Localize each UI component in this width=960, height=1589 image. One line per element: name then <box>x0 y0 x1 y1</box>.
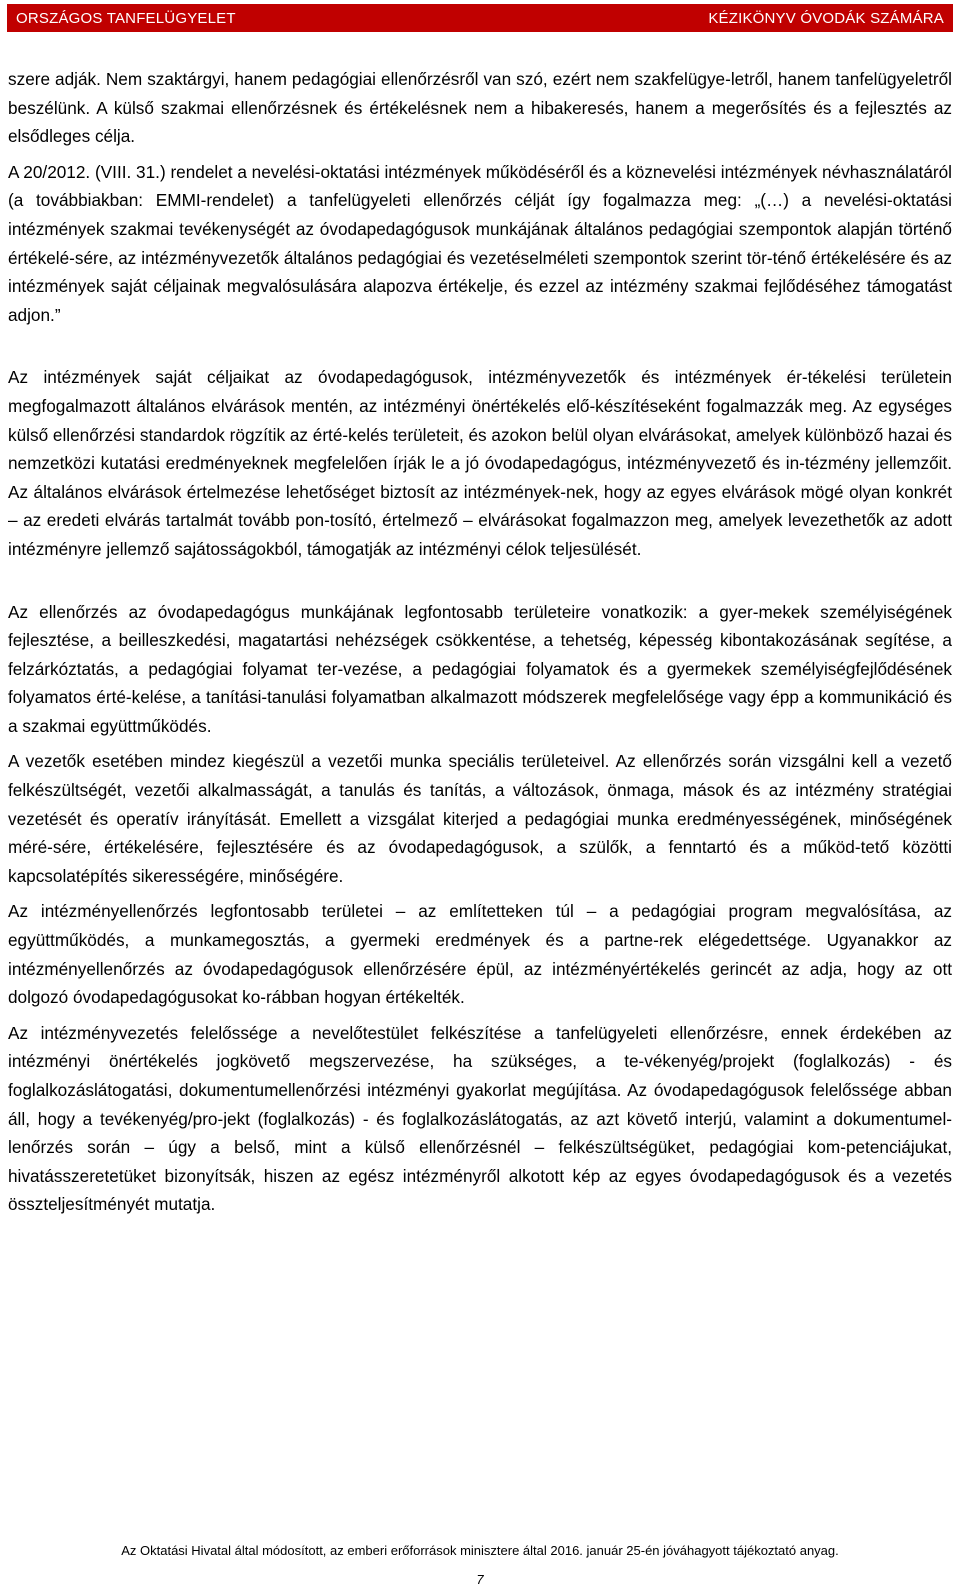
paragraph: Az intézmények saját céljaikat az óvodapedagógusok, intézményvezetők és intézmények ér-tékelési területein megfogalmazott általános elvárások mentén, az intézményi önértékelés elő-készítéseként fogalmazzák meg. Az egységes külső ellenőrzési standardok rögzítik az érté-kelés területeit, és azokon belül olyan elvárásokat, amelyek különböző hazai és nemzetközi kutatási eredményeknek megfelelően írják le a jó óvodapedagógus, intézményvezető és in-tézmény jellemzőit. Az általános elvárások értelmezése lehetőséget biztosít az intézmények-nek, hogy az egyes elvárások mögé olyan konkrét – az eredeti elvárás tartalmát tovább pon-tosító, értelmező – elvárásokat fogalmazzon meg, amelyek levezethetők az adott intézményre jellemző sajátosságokból, támogatják az intézményi célok teljesülését. <box>8 367 952 559</box>
paragraph: szere adják. Nem szaktárgyi, hanem pedagógiai ellenőrzésről van szó, ezért nem szakfelügye-letről, hanem tanfelügyeletről beszélünk. A külső szakmai ellenőrzésnek és értékelésnek nem a hibakeresés, hanem a megerősítés és a fejlesztés az elsődleges célja. <box>8 69 952 147</box>
page-number: 7 <box>476 1572 484 1587</box>
paragraph: A vezetők esetében mindez kiegészül a vezetői munka speciális területeivel. Az ellenőrzés során vizsgálni kell a vezető felkészültségét, vezetői alkalmasságát, a tanulás és tanítás, a változások, önmaga, mások és az intézmény stratégiai vezetését és operatív irányítását. Emellett a vizsgálat kiterjed a pedagógiai munka eredményességének, minőségének méré-sére, értékelésére, fejlesztésére és az óvodapedagógusok, a szülők, a fenntartó és a működ-tető közötti kapcsolatépítés sikerességére, minőségére. <box>8 751 952 886</box>
paragraph: Az ellenőrzés az óvodapedagógus munkájának legfontosabb területeire vonatkozik: a gyer-mekek személyiségének fejlesztése, a beilleszkedési, magatartási nehézségek csökkentése, a tehetség, képesség kibontakozásának segítése, a felzárkóztatás, a pedagógiai folyamat ter-vezése, a pedagógiai folyamatok és a gyermekek személyiségfejlődésének folyamatos érté-kelése, a tanítási-tanulási folyamatban alkalmazott módszerek megfelelősége vagy épp a kommunikáció és a szakmai együttműködés. <box>8 601 952 736</box>
paragraph: A 20/2012. (VIII. 31.) rendelet a nevelési-oktatási intézmények működéséről és a köznevelési intézmények névhasználatáról (a továbbiakban: EMMI-rendelet) a tanfelügyeleti ellenőrzés célját így fogalmazza meg: „(…) a nevelési-oktatási intézmények szakmai tevékenységét az óvodapedagógusok munkájának általános pedagógiai szempontok alapján történő értékelé-sére, az intézményvezetők általános pedagógiai és vezetéselméleti szempontok szerint tör-ténő értékelésére és az intézmények saját céljainak megvalósulására alapozva értékelje, és ezzel az intézmény szakmai fejlődéséhez támogatást adjon.” <box>8 161 952 325</box>
body-text <box>8 65 952 1219</box>
header-left-title: ORSZÁGOS TANFELÜGYELET <box>16 9 236 27</box>
paragraph: Az intézményellenőrzés legfontosabb területei – az említetteken túl – a pedagógiai program megvalósítása, az együttműködés, a munkamegosztás, a gyermeki eredmények és a partne-rek elégedettsége. Ugyanakkor az intézményellenőrzés az óvodapedagógusok ellenőrzésére épül, az intézményértékelés gerincét az adja, hogy az ott dolgozó óvodapedagógusokat ko-rábban hogyan értékelték. <box>8 901 952 1008</box>
running-header <box>7 4 953 32</box>
paragraph: Az intézményvezetés felelőssége a nevelőtestület felkészítése a tanfelügyeleti ellenőrzésre, ennek érdekében az intézményi önértékelés jogkövető megszervezése, ha szükséges, a te-vékenyég/projekt (foglalkozás) - és foglalkozáslátogatási, dokumentumellenőrzési intézményi gyakorlat megújítása. Az óvodapedagógusok felelőssége abban áll, hogy a tevékenyég/pro-jekt (foglalkozás) - és foglalkozáslátogatás, az azt követő interjú, valamint a dokumentumel-lenőrzés során – úgy a belső, mint a külső ellenőrzésnél – felkészültségüket, pedagógiai kom-petenciájukat, hivatásszeretetüket bizonyítsák, hiszen az egész intézményről alkotott kép az egyes óvodapedagógusok és a vezetés összteljesítményét mutatja. <box>8 1022 952 1215</box>
footer-note: Az Oktatási Hivatal által módosított, az emberi erőforrások minisztere által 2016. január 25-én jóváhagyott tájékoztató anyag. <box>121 1543 839 1558</box>
header-right-title: KÉZIKÖNYV ÓVODÁK SZÁMÁRA <box>708 9 944 27</box>
